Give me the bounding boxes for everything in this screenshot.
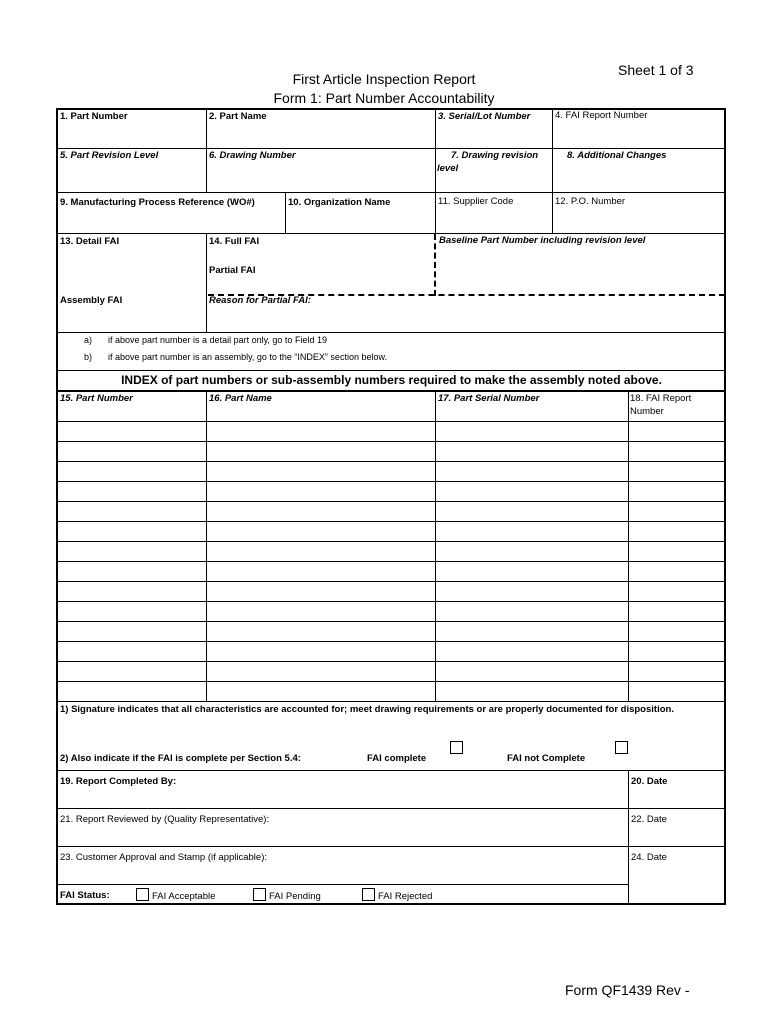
index-col-fai-report: 18. FAI Report Number (630, 393, 692, 417)
note-a-marker: a) (84, 335, 93, 345)
assembly-fai-field[interactable]: Assembly FAI (60, 295, 123, 306)
report-completed-by-field[interactable]: 19. Report Completed By: (60, 776, 177, 787)
table-row[interactable] (56, 481, 726, 482)
mfg-process-field[interactable]: 9. Manufacturing Process Reference (WO#) (60, 197, 255, 208)
part-revision-field[interactable]: 5. Part Revision Level (60, 150, 159, 161)
part-number-field[interactable]: 1. Part Number (60, 111, 128, 122)
divider (56, 884, 629, 885)
fai-pending-checkbox[interactable] (253, 888, 266, 901)
date-22-field[interactable]: 22. Date (631, 814, 667, 825)
fai-pending-label: FAI Pending (269, 891, 321, 902)
divider (206, 108, 207, 193)
organization-name-field[interactable]: 10. Organization Name (288, 197, 391, 208)
divider (552, 192, 553, 234)
table-row[interactable] (56, 641, 726, 642)
divider (285, 192, 286, 234)
table-row[interactable] (56, 461, 726, 462)
signature-statement: 1) Signature indicates that all characteristics are accounted for; meet drawing requirements or are properly documented for disposition. (60, 704, 674, 715)
fai-rejected-label: FAI Rejected (378, 891, 433, 902)
table-row[interactable] (56, 561, 726, 562)
index-title: INDEX of part numbers or sub-assembly numbers required to make the assembly noted above. (121, 373, 662, 387)
divider (435, 391, 436, 702)
divider (628, 391, 629, 702)
divider (435, 108, 436, 193)
note-a-text: if above part number is a detail part only, go to Field 19 (108, 335, 327, 345)
sheet-number: Sheet 1 of 3 (618, 62, 694, 78)
frame-bottom (56, 903, 726, 905)
drawing-number-field[interactable]: 6. Drawing Number (209, 150, 296, 161)
dashed-divider (434, 234, 436, 296)
fai-report-number-field[interactable]: 4. FAI Report Number (555, 110, 648, 121)
table-row[interactable] (56, 441, 726, 442)
fai-complete-checkbox[interactable] (450, 741, 463, 754)
divider (56, 846, 726, 847)
index-col-part-name: 16. Part Name (209, 393, 272, 404)
partial-reason-field[interactable]: Reason for Partial FAI: (209, 295, 311, 306)
form-title: Form 1: Part Number Accountability (273, 90, 495, 106)
date-20-field[interactable]: 20. Date (631, 776, 668, 787)
index-col-part-number: 15. Part Number (60, 393, 133, 404)
report-title: First Article Inspection Report (292, 71, 476, 87)
detail-fai-field[interactable]: 13. Detail FAI (60, 236, 120, 247)
divider (56, 370, 726, 371)
section-completion-statement: 2) Also indicate if the FAI is complete per Section 5.4: (60, 753, 301, 764)
note-b-marker: b) (84, 352, 93, 362)
fai-not-complete-label: FAI not Complete (507, 753, 586, 764)
table-row[interactable] (56, 601, 726, 602)
table-row[interactable] (56, 701, 726, 702)
index-col-serial: 17. Part Serial Number (438, 393, 540, 404)
note-b-text: if above part number is an assembly, go to the “INDEX” section below. (108, 352, 387, 362)
table-row[interactable] (56, 421, 726, 422)
divider (56, 332, 726, 333)
table-row[interactable] (56, 681, 726, 682)
fai-status-label: FAI Status: (60, 890, 110, 901)
table-row[interactable] (56, 581, 726, 582)
report-reviewed-by-field[interactable]: 21. Report Reviewed by (Quality Representative): (60, 814, 270, 825)
divider (56, 770, 726, 771)
table-row[interactable] (56, 621, 726, 622)
drawing-revision-field[interactable]: 7. Drawing revision level (437, 150, 539, 174)
customer-approval-field[interactable]: 23. Customer Approval and Stamp (if applicable): (60, 852, 267, 863)
fai-complete-label: FAI complete (367, 753, 427, 764)
divider (56, 390, 726, 392)
fai-rejected-checkbox[interactable] (362, 888, 375, 901)
po-number-field[interactable]: 12. P.O. Number (555, 196, 626, 207)
supplier-code-field[interactable]: 11. Supplier Code (438, 196, 514, 207)
part-name-field[interactable]: 2. Part Name (209, 111, 267, 122)
partial-fai-field[interactable]: Partial FAI (209, 265, 256, 276)
frame-right (724, 108, 726, 905)
date-24-field[interactable]: 24. Date (631, 852, 667, 863)
full-fai-field[interactable]: 14. Full FAI (209, 236, 260, 247)
table-row[interactable] (56, 501, 726, 502)
table-row[interactable] (56, 541, 726, 542)
frame-left (56, 108, 58, 905)
table-row[interactable] (56, 521, 726, 522)
divider (552, 108, 553, 193)
serial-lot-field[interactable]: 3. Serial/Lot Number (438, 111, 531, 122)
fai-acceptable-label: FAI Acceptable (152, 891, 216, 902)
table-row[interactable] (56, 661, 726, 662)
divider (206, 391, 207, 702)
additional-changes-field[interactable]: 8. Additional Changes (567, 150, 667, 161)
form-footer: Form QF1439 Rev - (565, 982, 690, 998)
divider (56, 192, 726, 193)
fai-acceptable-checkbox[interactable] (136, 888, 149, 901)
fai-not-complete-checkbox[interactable] (615, 741, 628, 754)
divider (435, 192, 436, 234)
divider (206, 233, 207, 333)
divider (56, 808, 726, 809)
baseline-part-field[interactable]: Baseline Part Number including revision level (439, 235, 646, 246)
